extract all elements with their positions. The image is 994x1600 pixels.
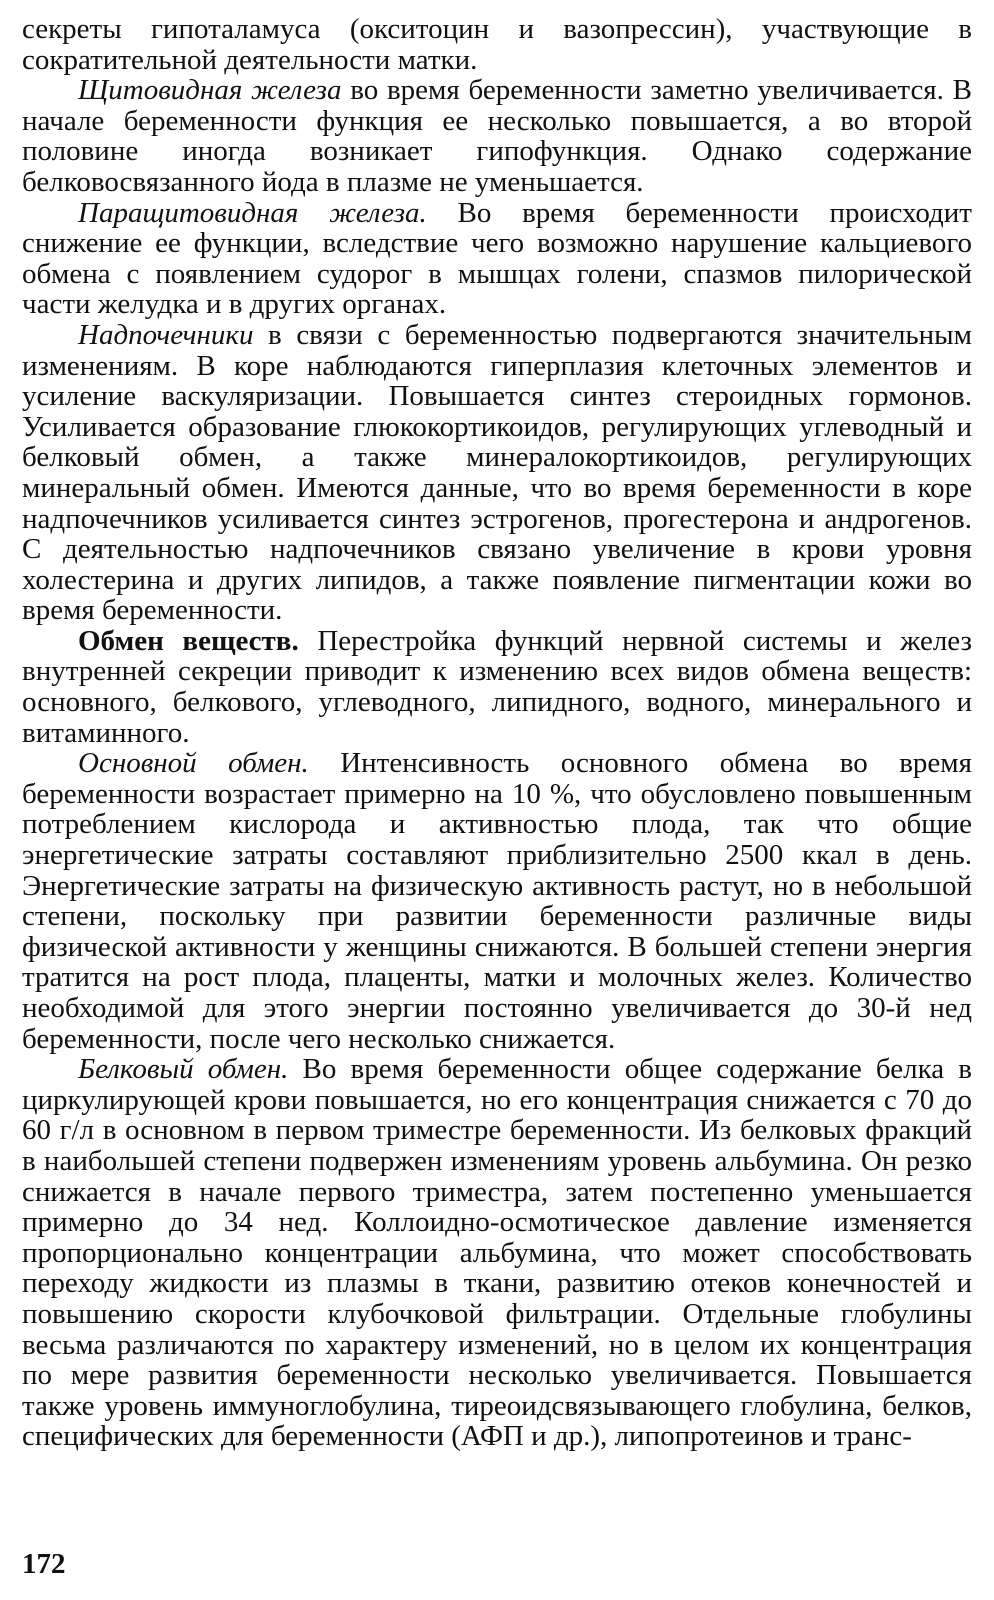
run-in-heading: Надпочечники <box>78 318 254 351</box>
run-in-heading: Основной обмен. <box>78 747 309 780</box>
paragraph-text: Интенсивность основного обмена во время беременности возрастает примерно на 10 %, что обусловлено повышенным потреблением кислорода и активностью плода, так что общие энергетические затраты составляют приблизительно 2500 ккал в день. Энергетические затраты на физическую активность растут, но в небольшой степени, поскольку при развитии беременности различные виды физической активности у женщины снижаются. В большей степени энергия тратится на рост плода, плаценты, матки и молочных желез. Количество необходимой для этого энергии постоянно увеличивается до 30-й нед беременности, после чего несколько снижается. <box>22 747 972 1055</box>
paragraph-text: Во время беременности общее содержание белка в циркулирующей крови повышается, но его концентрация снижается с 70 до 60 г/л в основном в первом триместре беременности. Из белковых фракций в наибольшей степени подвержен изменениям уровень альбумина. Он резко снижается в начале первого триместра, затем постепенно уменьшается примерно до 34 нед. Коллоидно-осмотическое давление изменяется пропорционально концентрации альбумина, что может способствовать переходу жидкости из плазмы в ткани, развитию отеков конечностей и повышению скорости клубочковой фильтрации. Отдельные глобулины весьма различаются по характеру изменений, но в целом их концентрация по мере развития беременности несколько увеличивается. Повышается также уровень иммуноглобулина, тиреоидсвязывающего глобулина, белков, специфических для беременности (АФП и др.), липопротеинов и транс- <box>22 1053 972 1453</box>
paragraph-text: секреты гипоталамуса (окситоцин и вазопрессин), участвующие в сократительной деятельности матки. <box>22 13 972 76</box>
paragraph-text: Перестройка функций нервной системы и желез внутренней секреции приводит к изменению всех видов обмена веществ: основного, белкового, углеводного, липидного, водного, минерального и витаминного. <box>22 624 972 749</box>
paragraph-protein-metabolism <box>22 1054 972 1452</box>
run-in-heading: Белковый обмен. <box>78 1053 289 1086</box>
paragraph-hypothalamus-continuation <box>22 14 972 75</box>
paragraph-parathyroid <box>22 198 972 320</box>
paragraph-thyroid <box>22 75 972 197</box>
section-heading: Обмен веществ. <box>78 624 299 657</box>
paragraph-text: в связи с беременностью подвергаются значительным изменениям. В коре наблюдаются гиперплазия клеточных элементов и усиление васкуляризации. Повышается синтез стероидных гормонов. Усиливается образование глюкокортикоидов, регулирующих углеводный и белковый обмен, а также минералокортикоидов, регулирующих минеральный обмен. Имеются данные, что во время беременности в коре надпочечников усиливается синтез эстрогенов, прогестерона и андрогенов. С деятельностью надпочечников связано увеличение в крови уровня холестерина и других липидов, а также появление пигментации кожи во время беременности. <box>22 318 972 627</box>
run-in-heading: Щитовидная железа <box>78 74 342 107</box>
paragraph-text: Во время беременности происходит снижение ее функции, вследствие чего возможно нарушение кальциевого обмена с появлением судорог в мышцах голени, спазмов пилорической части желудка и в других органах. <box>22 196 972 321</box>
paragraph-metabolism <box>22 626 972 748</box>
paragraph-basal-metabolism <box>22 748 972 1054</box>
paragraph-adrenal <box>22 320 972 626</box>
page-number: 172 <box>22 1548 66 1580</box>
run-in-heading: Паращитовидная железа. <box>78 196 427 229</box>
body-text <box>22 14 972 1452</box>
paragraph-text: во время беременности заметно увеличивается. В начале беременности функция ее несколько повышается, а во второй половине иногда возникает гипофункция. Однако содержание белковосвязанного йода в плазме не уменьшается. <box>22 74 972 198</box>
page <box>22 14 972 1452</box>
